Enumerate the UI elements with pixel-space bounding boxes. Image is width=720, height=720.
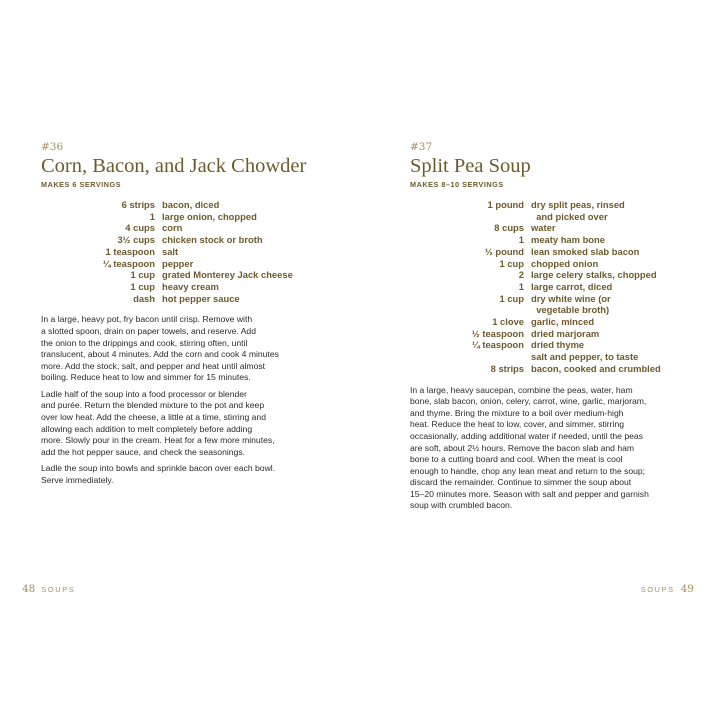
- ingredient-quantity: 1: [518, 280, 524, 292]
- recipe-title: Split Pea Soup: [410, 155, 531, 177]
- ingredient-row: [41, 258, 309, 270]
- ingredient-quantity: 3½ cups: [117, 234, 155, 246]
- ingredient-row: [410, 246, 686, 258]
- recipe-split-pea-soup: [410, 141, 686, 517]
- ingredient-item: dried thyme: [531, 339, 585, 351]
- ingredient-row: [410, 222, 686, 234]
- ingredient-row: [410, 293, 686, 305]
- ingredient-quantity: [410, 351, 524, 363]
- ingredient-row: [41, 269, 309, 281]
- ingredient-item: chopped onion: [531, 257, 599, 269]
- direction-paragraph: In a large, heavy saucepan, combine the peas, water, ham bone, slab bacon, onion, celery, carrot, wine, garlic, marjoram, and thyme. Bring the mixture to a boil over medium-high heat. Reduce the heat to low, cover, and simmer, stirring occasionally, adding additional water if needed, until the peas are soft, about 2½ hours. Remove the bacon slab and ham bone to a cutting board and cool. When the meat is cool enough to handle, chop any lean meat and return to the soup; discard the remainder. Continue to simmer the soup about 15–20 minutes more. Season with salt and pepper and garnish soup with crumbled bacon.: [410, 384, 649, 511]
- direction-paragraph: Ladle half of the soup into a food processor or blender and purée. Return the blended mixture to the pot and keep over low heat. Add the cheese, a little at a time, stirring and allowing each addition to melt completely before adding more. Slowly pour in the cream. Heat for a few more minutes, add the hot pepper sauce, and check the seasonings.: [41, 388, 275, 457]
- ingredient-quantity: 4 cups: [125, 222, 155, 234]
- ingredient-row: [41, 281, 309, 293]
- servings-label: MAKES 6 SERVINGS: [41, 180, 122, 189]
- ingredient-item: pepper: [162, 257, 194, 269]
- ingredient-item: garlic, minced: [531, 316, 595, 328]
- direction-paragraph: In a large, heavy pot, fry bacon until crisp. Remove with a slotted spoon, drain on paper towels, and reserve. Add the onion to the drippings and cook, stirring often, until translucent, about 4 minutes. Add the corn and cook 4 minutes more. Add the stock, salt, and pepper and heat until almost boiling. Reduce heat to low and simmer for 15 minutes.: [41, 314, 279, 383]
- ingredient-item: meaty ham bone: [531, 234, 605, 246]
- ingredient-quantity: dash: [133, 292, 155, 304]
- ingredient-quantity: 1 teaspoon: [105, 245, 155, 257]
- ingredient-item: grated Monterey Jack cheese: [162, 269, 293, 281]
- ingredient-item: lean smoked slab bacon: [531, 245, 640, 257]
- ingredient-quantity: 6 strips: [121, 199, 155, 210]
- ingredient-quantity: ½ pound: [484, 245, 524, 257]
- ingredient-item: large celery stalks, chopped: [531, 269, 657, 281]
- ingredient-row: [410, 258, 686, 270]
- ingredient-list: [410, 199, 686, 375]
- ingredient-quantity: 1 clove: [492, 316, 524, 328]
- ingredient-item: corn: [162, 222, 183, 234]
- ingredient-row: [410, 363, 686, 375]
- ingredient-item: hot pepper sauce: [162, 292, 240, 304]
- ingredient-row: [41, 222, 309, 234]
- ingredient-row: [410, 304, 686, 316]
- ingredient-quantity: 1 pound: [487, 199, 524, 210]
- ingredient-item: dried marjoram: [531, 327, 600, 339]
- ingredient-item: dry split peas, rinsed: [531, 199, 625, 210]
- ingredient-row: [41, 211, 309, 223]
- ingredient-item: dry white wine (or: [531, 292, 611, 304]
- ingredient-quantity: 1: [518, 234, 524, 246]
- ingredient-row: [410, 234, 686, 246]
- ingredient-quantity: 1 cup: [130, 269, 155, 281]
- ingredient-item: water: [531, 222, 556, 234]
- ingredient-list: [41, 199, 309, 304]
- ingredient-quantity: [410, 304, 524, 316]
- ingredient-quantity: ¼ teaspoon: [102, 257, 155, 269]
- ingredient-row: [410, 351, 686, 363]
- recipe-title: Corn, Bacon, and Jack Chowder: [41, 155, 307, 177]
- ingredient-item: large onion, chopped: [162, 210, 257, 222]
- ingredient-row: [41, 293, 309, 305]
- ingredient-quantity: 8 strips: [490, 362, 524, 374]
- ingredient-quantity: ¼ teaspoon: [471, 339, 524, 351]
- page-number: 49: [680, 583, 694, 595]
- direction-paragraph: Ladle the soup into bowls and sprinkle bacon over each bowl. Serve immediately.: [41, 463, 276, 486]
- ingredient-row: [410, 269, 686, 281]
- ingredient-row: [41, 234, 309, 246]
- directions: [410, 385, 686, 513]
- right-page: [360, 0, 720, 720]
- directions: [41, 314, 309, 486]
- ingredient-quantity: 1 cup: [499, 257, 524, 269]
- page-footer: [22, 583, 75, 595]
- recipe-number: #36: [41, 141, 64, 153]
- page-footer: [641, 583, 694, 595]
- ingredient-quantity: 1 cup: [499, 292, 524, 304]
- ingredient-quantity: ½ teaspoon: [471, 327, 524, 339]
- page-number: 48: [22, 583, 36, 595]
- servings-label: MAKES 8–10 SERVINGS: [410, 180, 504, 189]
- ingredient-item: large carrot, diced: [531, 280, 613, 292]
- ingredient-row: [41, 199, 309, 211]
- ingredient-item: heavy cream: [162, 280, 219, 292]
- recipe-number: #37: [410, 141, 433, 153]
- ingredient-quantity: 8 cups: [494, 222, 524, 234]
- ingredient-item: vegetable broth): [531, 304, 610, 316]
- ingredient-row: [410, 199, 686, 211]
- ingredient-item: and picked over: [531, 210, 608, 222]
- ingredient-row: [410, 328, 686, 340]
- ingredient-row: [410, 211, 686, 223]
- ingredient-row: [41, 246, 309, 258]
- ingredient-item: salt: [162, 245, 179, 257]
- ingredient-quantity: 1: [149, 210, 155, 222]
- ingredient-quantity: [410, 211, 524, 223]
- ingredient-item: bacon, diced: [162, 199, 220, 210]
- ingredient-row: [410, 339, 686, 351]
- ingredient-item: bacon, cooked and crumbled: [531, 362, 661, 374]
- ingredient-item: salt and pepper, to taste: [531, 351, 639, 363]
- section-label: SOUPS: [640, 585, 675, 594]
- ingredient-quantity: 1 cup: [130, 280, 155, 292]
- ingredient-row: [410, 281, 686, 293]
- ingredient-item: chicken stock or broth: [162, 234, 263, 246]
- section-label: SOUPS: [41, 585, 76, 594]
- ingredient-row: [410, 316, 686, 328]
- recipe-corn-chowder: [41, 141, 309, 492]
- ingredient-quantity: 2: [518, 269, 524, 281]
